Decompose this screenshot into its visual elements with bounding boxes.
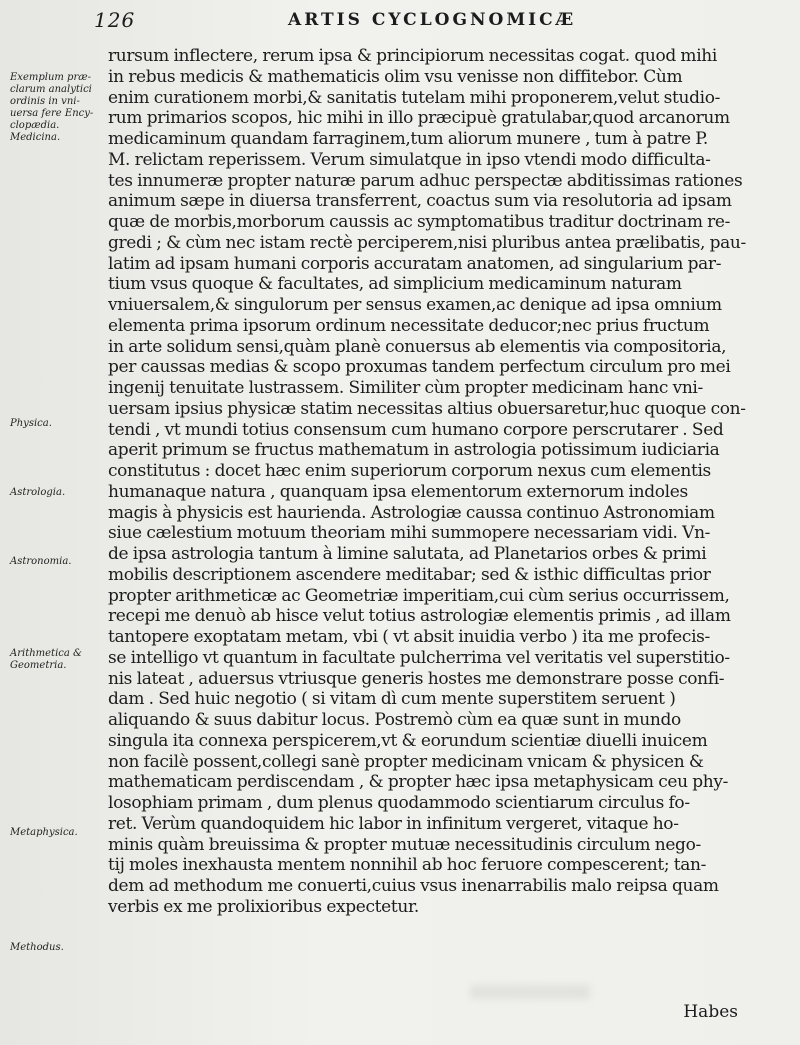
margin-note-line: clopædia. xyxy=(10,120,60,131)
text-line: dam . Sed huic negotio ( si vitam dì cum mente superstitem seruent ) xyxy=(108,689,676,710)
margin-note-line: ordinis in vni- xyxy=(10,96,80,107)
text-line: rursum inflectere, rerum ipsa & principiorum necessitas cogat. quod mihi xyxy=(108,46,717,66)
text-line: tij moles inexhausta mentem nonnihil ab hoc feruore compescerent; tan- xyxy=(108,855,707,876)
text-line: medicaminum quandam farraginem,tum aliorum munere , tum à patre P. xyxy=(108,129,708,149)
text-line: vniuersalem,& singulorum per sensus examen,ac denique ad ipsa omnium xyxy=(108,295,722,315)
text-line: minis quàm breuissima & propter mutuæ necessitudinis circulum nego- xyxy=(108,834,701,855)
text-line: losophiam primam , dum plenus quodammodo scientiarum circulus fo- xyxy=(108,793,690,813)
margin-note-arithmetica xyxy=(10,648,96,672)
text-line: magis à physicis est haurienda. Astrologiæ caussa continuo Astronomiam xyxy=(108,502,715,523)
margin-note-line: Physica. xyxy=(10,418,52,429)
margin-note-metaphysica xyxy=(10,827,96,839)
margin-note-line: clarum analytici xyxy=(10,84,92,95)
margin-note-line: Metaphysica. xyxy=(10,827,78,838)
margin-note-line: Astronomia. xyxy=(10,556,72,567)
text-line: ingenij tenuitate lustrassem. Similiter cùm propter medicinam hanc vni- xyxy=(108,378,703,398)
margin-note-line: uersa fere Ency- xyxy=(10,108,94,119)
text-line: nis lateat , aduersus vtriusque generis hostes me demonstrare posse confi- xyxy=(108,668,725,689)
text-line: tendi , vt mundi totius consensum cum humano corpore perscrutarer . Sed xyxy=(108,419,724,440)
running-head: ARTIS CYCLOGNOMICÆ xyxy=(288,10,577,30)
text-line: per caussas medias & scopo proxumas tandem perfectum circulum pro mei xyxy=(108,357,731,378)
text-line: in rebus medicis & mathematicis olim vsu venisse non diffitebor. Cùm xyxy=(108,66,683,87)
text-line: rum primarios scopos, hic mihi in illo præcipuè gratulabar,quod arcanorum xyxy=(108,108,730,129)
text-line: tes innumeræ propter naturæ parum adhuc perspectæ abditissimas rationes xyxy=(108,170,743,191)
text-line: quæ de morbis,morborum caussis ac symptomatibus traditur doctrinam re- xyxy=(108,212,731,232)
text-line: de ipsa astrologia tantum à limine salutata, ad Planetarios orbes & primi xyxy=(108,544,707,564)
text-line: humanaque natura , quanquam ipsa elementorum externorum indoles xyxy=(108,481,688,502)
margin-note-line: Exemplum præ- xyxy=(10,72,92,83)
text-line: constitutus : docet hæc enim superiorum corporum nexus cum elementis xyxy=(108,461,711,481)
text-line: singula ita connexa perspicerem,vt & eorundum scientiæ diuelli inuicem xyxy=(108,730,708,751)
body-text xyxy=(108,46,800,918)
margin-note-physica xyxy=(10,418,96,430)
margin-note-astronomia xyxy=(10,556,96,568)
text-line: gredi ; & cùm nec istam rectè perciperem,nisi pluribus antea prælibatis, pau- xyxy=(108,232,746,253)
text-line: se intelligo vt quantum in facultate pulcherrima vel veritatis vel superstitio- xyxy=(108,647,730,668)
text-line: verbis ex me prolixioribus expectetur. xyxy=(108,896,419,917)
margin-note-line: Astrologia. xyxy=(10,487,66,498)
text-line: non facilè possent,collegi sanè propter medicinam vnicam & physicen & xyxy=(108,751,704,772)
text-line: dem ad methodum me conuerti,cuius vsus inenarrabilis malo reipsa quam xyxy=(108,876,719,896)
text-line: aliquando & suus dabitur locus. Postremò cùm ea quæ sunt in mundo xyxy=(108,710,681,730)
show-through-smudge xyxy=(470,985,590,999)
margin-note-line: Methodus. xyxy=(10,942,64,953)
text-line: uersam ipsius physicæ statim necessitas altius obuersaretur,huc quoque con- xyxy=(108,398,746,419)
text-line: M. relictam reperissem. Verum simulatque in ipso vtendi modo difficulta- xyxy=(108,149,711,170)
text-line: mobilis descriptionem ascendere meditabar; sed & isthic difficultas prior xyxy=(108,564,711,585)
text-line: tantopere exoptatam metam, vbi ( vt absit inuidia verbo ) ita me profecis- xyxy=(108,627,710,647)
margin-note-line: Arithmetica & xyxy=(10,648,82,659)
page-header xyxy=(0,8,800,36)
text-line: in arte solidum sensi,quàm planè conuersus ab elementis via compositoria, xyxy=(108,336,727,357)
text-line: enim curationem morbi,& sanitatis tutelam mihi proponerem,velut studio- xyxy=(108,87,721,108)
catchword: Habes xyxy=(683,1002,738,1022)
text-line: mathematicam perdiscendam , & propter hæc ipsa metaphysicam ceu phy- xyxy=(108,772,729,793)
text-line: siue cælestium motuum theoriam mihi summopere necessariam vidi. Vn- xyxy=(108,523,711,544)
margin-note-exemplum xyxy=(10,72,96,144)
margin-note-line: Medicina. xyxy=(10,132,61,143)
text-line: tium vsus quoque & facultates, ad simplicium medicaminum naturam xyxy=(108,274,682,295)
margin-note-methodus xyxy=(10,942,96,954)
margin-note-line: Geometria. xyxy=(10,660,67,671)
margin-note-astrologia xyxy=(10,487,96,499)
text-line: propter arithmeticæ ac Geometriæ imperitiam,cui cùm serius occurrissem, xyxy=(108,585,730,606)
text-line: animum sæpe in diuersa transferrent, coactus sum via resolutoria ad ipsam xyxy=(108,191,732,212)
page-number: 126 xyxy=(94,8,136,32)
text-line: latim ad ipsam humani corporis accuratam anatomen, ad singularium par- xyxy=(108,253,722,274)
text-line: aperit primum se fructus mathematum in astrologia potissimum iudiciaria xyxy=(108,440,720,461)
text-line: recepi me denuò ab hisce velut totius astrologiæ elementis primis , ad illam xyxy=(108,606,731,627)
text-line: elementa prima ipsorum ordinum necessitate deducor;nec prius fructum xyxy=(108,315,710,336)
text-line: ret. Verùm quandoquidem hic labor in infinitum vergeret, vitaque ho- xyxy=(108,813,679,834)
